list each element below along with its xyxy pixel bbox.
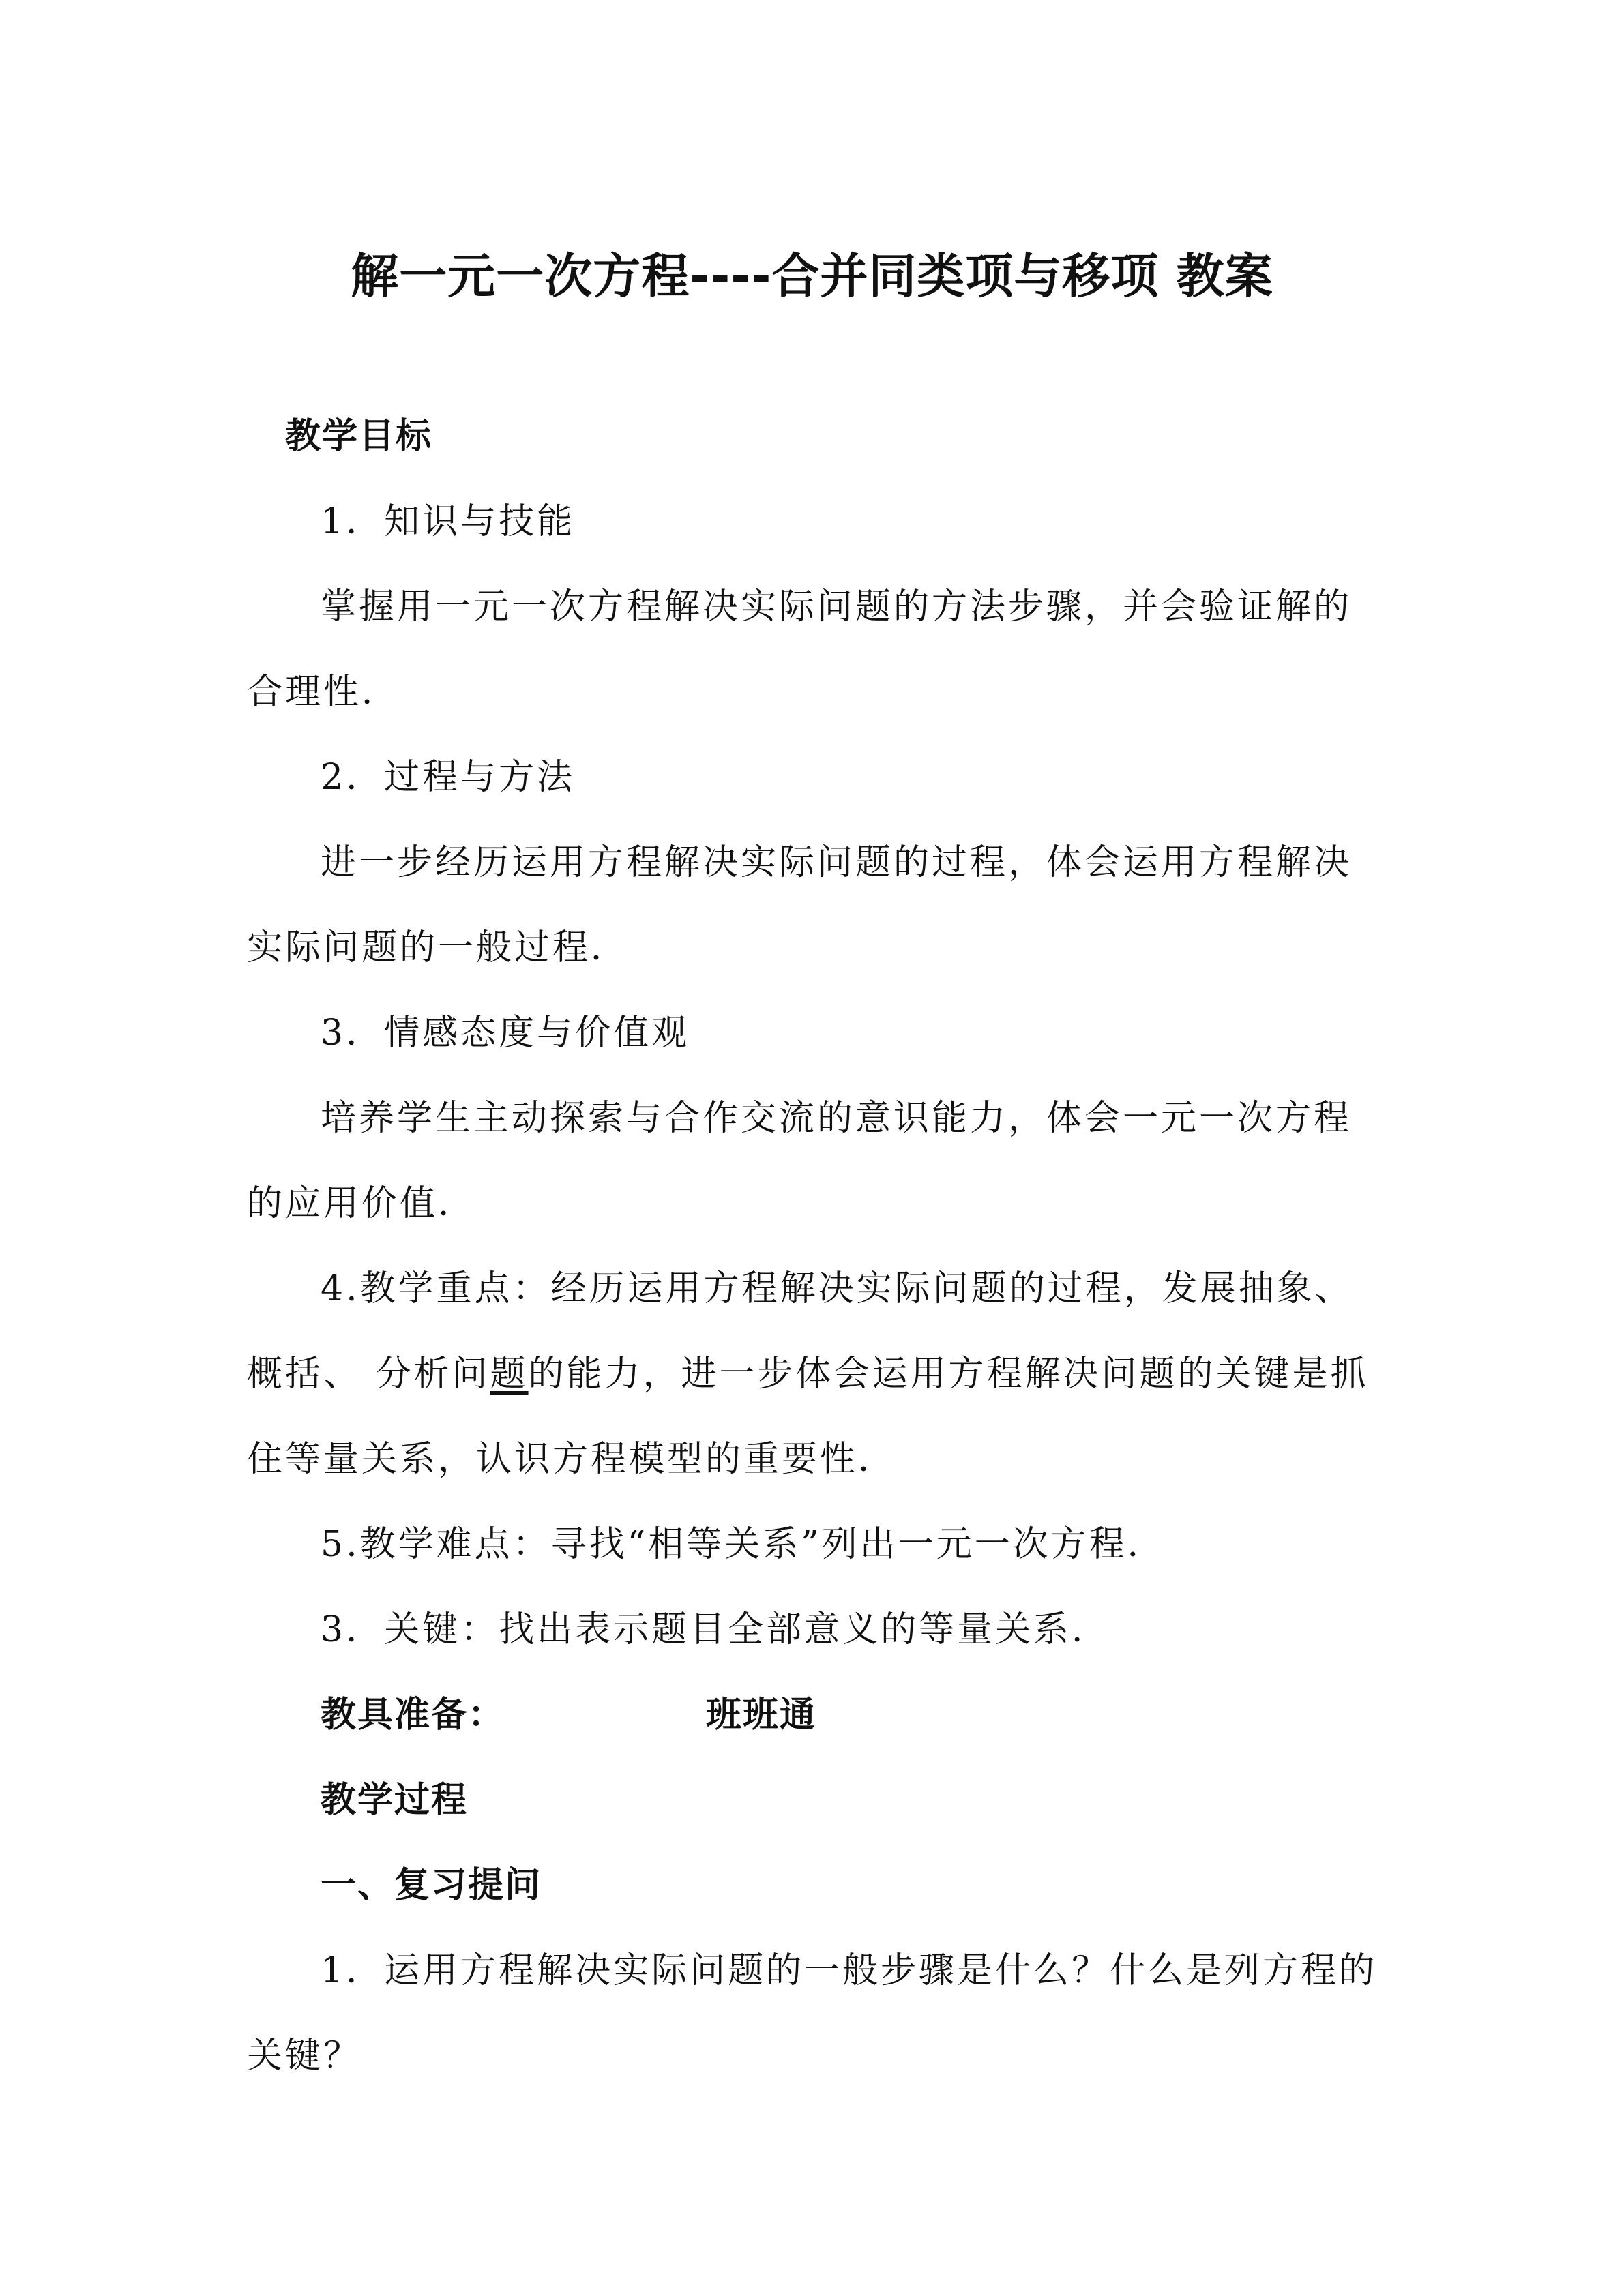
item2-heading: 2．过程与方法	[321, 757, 576, 798]
section-heading-goals: 教学目标	[285, 416, 433, 457]
item2-text-line1: 进一步经历运用方程解决实际问题的过程，体会运用方程解决	[321, 842, 1353, 883]
key-line: 3．关键：找出表示题目全部意义的等量关系．	[321, 1609, 1110, 1650]
tools-label: 教具准备：	[321, 1695, 505, 1735]
item1-heading: 1．知识与技能	[321, 501, 576, 542]
question1-line2: 关键？	[247, 2036, 362, 2076]
question1-line1: 1．运用方程解决实际问题的一般步骤是什么？什么是列方程的	[321, 1950, 1378, 1991]
item4-line2-underlined: 题	[490, 1354, 529, 1395]
document-title: 解一元一次方程----合并同类项与移项 教案	[351, 248, 1273, 304]
item4-line3: 住等量关系，认识方程模型的重要性．	[247, 1439, 897, 1480]
item4-line2-pre: 概括、 分析问	[247, 1354, 490, 1395]
item5-line: 5.教学难点：寻找“相等关系”列出一元一次方程．	[321, 1524, 1166, 1565]
item3-heading: 3．情感态度与价值观	[321, 1013, 690, 1054]
item4-line1: 4.教学重点：经历运用方程解决实际问题的过程，发展抽象、	[321, 1268, 1353, 1309]
section1-heading: 一、复习提问	[321, 1865, 542, 1906]
item3-text-line2: 的应用价值．	[247, 1183, 477, 1224]
item2-text-line2: 实际问题的一般过程．	[247, 927, 630, 968]
item1-text-line2: 合理性．	[247, 672, 400, 713]
process-heading: 教学过程	[321, 1780, 469, 1821]
item4-line2-post: 的能力，进一步体会运用方程解决问题的关键是抓	[528, 1354, 1369, 1395]
item4-line2	[247, 1350, 1369, 1398]
item3-text-line1: 培养学生主动探索与合作交流的意识能力，体会一元一次方程	[321, 1098, 1353, 1139]
tools-value: 班班通	[706, 1695, 817, 1735]
item1-text-line1: 掌握用一元一次方程解决实际问题的方法步骤，并会验证解的	[321, 586, 1353, 627]
